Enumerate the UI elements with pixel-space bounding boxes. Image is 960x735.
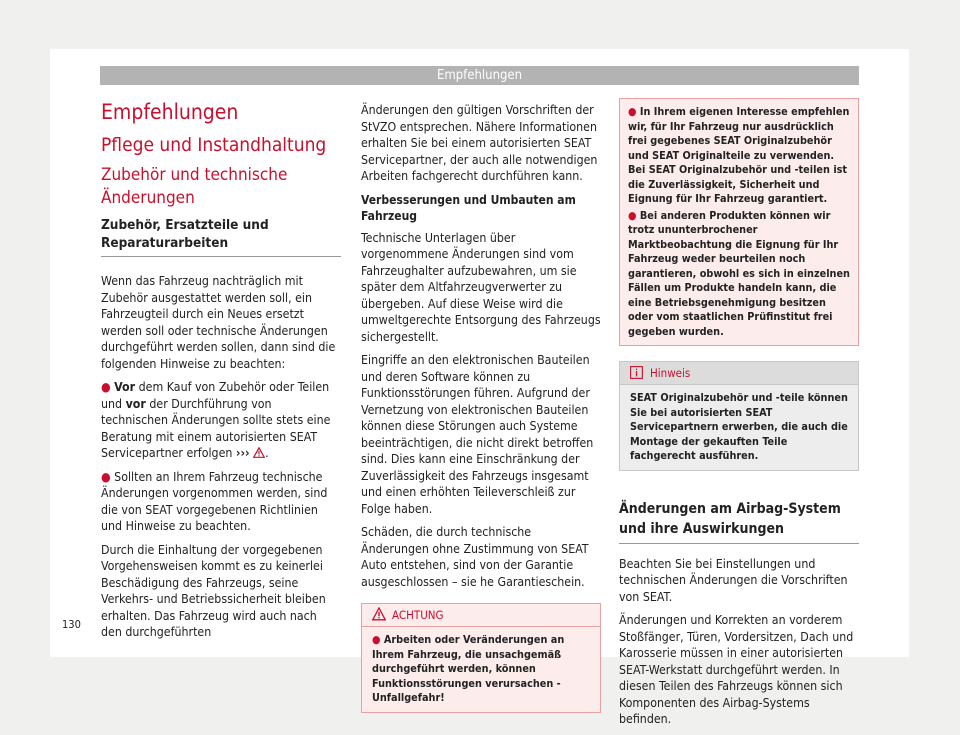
- bullet-icon: ●: [628, 208, 637, 222]
- warning-body: [362, 627, 600, 712]
- warning-triangle-icon: [253, 447, 265, 458]
- warning-text: In Ihrem eigenen Interesse empfehlen wir, für Ihr Fahrzeug nur ausdrücklich frei gegebenes SEAT Originalzubehör und SEAT Originalteile zu verwenden. Bei SEAT Originalzubehör und -teilen ist die Zuverlässigkeit, Sicherheit und Eignung für Ihr Fahrzeug garantiert.: [628, 105, 850, 205]
- subheading-verbesserungen: Verbesserungen und Umbauten am Fahrzeug: [361, 192, 576, 223]
- paragraph-einhaltung: Durch die Einhaltung der vorgegebenen Vorgehensweisen kommt es zu keinerlei Beschädigung des Fahrzeugs, seine Verkehrs- und Betriebssicherheit bleiben erhalten. Das Fahrzeug wird auch nach den durchgeführten: [101, 542, 326, 639]
- paragraph-aenderungen: Änderungen den gültigen Vorschriften der StVZO entsprechen. Nähere Informationen erhalten Sie bei einem autorisierten SEAT Servicepartner, der auch alle notwendigen Arbeiten fachgerecht durchführen kann.: [361, 103, 598, 183]
- warning-item-1: [628, 105, 850, 207]
- paragraph-unterlagen: Technische Unterlagen über vorgenommene Änderungen sind vom Fahrzeughalter aufzubewahren, um sie später dem Altfahrzeugverwerter zu übergeben. Auf diese Weise wird die umweltgerechte Entsorgung des Fahrzeugs sichergestellt.: [361, 230, 601, 344]
- heading-pflege: Pflege und Instandhaltung: [101, 134, 327, 156]
- paragraph-schaeden: Schäden, die durch technische Änderungen ohne Zustimmung von SEAT Auto entstehen, sind von der Garantie ausgeschlossen – sie he Garantieschein.: [361, 525, 589, 589]
- column-left: [101, 98, 341, 648]
- bullet-text: dem Kauf von Zubehör oder Teilen und: [101, 380, 330, 411]
- bullet-text: Sollten an Ihrem Fahrzeug technische Änderungen vorgenommen werden, sind die von SEAT vorgegebenen Richtlinien und Hinweise zu beachten.: [101, 469, 328, 533]
- warning-box: [361, 603, 601, 713]
- bold-vor: Vor: [114, 380, 136, 394]
- warning-text: Arbeiten oder Veränderungen an Ihrem Fahrzeug, die unsachgemäß durchgeführt werden, können Funktionsstörungen verursachen - Unfallgefahr!: [372, 633, 565, 704]
- paragraph-korrekten: Änderungen und Korrekten an vorderem Stoßfänger, Türen, Vordersitzen, Dach und Karosserie müssen in einer autorisierten SEAT-Werkstatt durchgeführt werden. In diesen Teilen des Fahrzeugs können sich Komponenten des Airbag-Systems befinden.: [619, 613, 854, 726]
- bullet-end: .: [265, 446, 269, 460]
- bullet-icon: ●: [628, 105, 637, 118]
- paragraph-einstellungen: Beachten Sie bei Einstellungen und technischen Änderungen die Vorschriften von SEAT.: [619, 556, 848, 604]
- bold-vor-2: vor: [125, 396, 146, 411]
- bullet-icon: ●: [101, 469, 111, 484]
- info-icon: [630, 366, 643, 379]
- warning-continuation-box: [619, 98, 859, 346]
- heading-airbag: Änderungen am Airbag-System und ihre Auswirkungen: [619, 499, 859, 544]
- header-bar: Empfehlungen: [100, 66, 859, 85]
- column-middle: [361, 102, 601, 713]
- note-box: [619, 361, 859, 471]
- note-header: [620, 362, 858, 385]
- warning-triangle-icon: [372, 607, 386, 621]
- bullet-text-2: der Durchführung von technischen Änderungen sollte stets eine Beratung mit einem autorisierten SEAT Servicepartner erfolgen: [101, 396, 331, 460]
- reference-arrows[interactable]: ›››: [235, 446, 250, 460]
- bullet-icon: ●: [101, 380, 111, 394]
- bullet-item-2: [101, 469, 341, 535]
- paragraph-eingriffe: Eingriffe an den elektronischen Bauteilen und deren Software können zu Funktionsstörungen führen. Aufgrund der Vernetzung von elektronischen Bauteilen können diese Störungen auch Systeme beeinträchtigen, die nicht direkt betroffen sind. Dies kann eine Einschränkung der Zuverlässigkeit des Fahrzeugs insgesamt und einen erhöhten Teileverschleiß zur Folge haben.: [361, 353, 594, 516]
- warning-header: [362, 604, 600, 627]
- heading-zubehoer: Zubehör und technische Änderungen: [101, 165, 288, 208]
- intro-paragraph: Wenn das Fahrzeug nachträglich mit Zubehör ausgestattet werden soll, ein Fahrzeugteil durch ein Neues ersetzt werden soll oder technische Änderungen durchgeführt werden sollen, dann sind die folgenden Hinweise zu beachten:: [101, 274, 336, 371]
- warning-title: ACHTUNG: [392, 608, 444, 622]
- heading-empfehlungen: Empfehlungen: [101, 100, 239, 124]
- warning-text: Bei anderen Produkten können wir trotz ununterbrochener Marktbeobachtung die Eignung für Ihr Fahrzeug weder beurteilen noch garantieren, obwohl es sich in einzelnen Fällen um Produkte handeln kann, die eine Betriebsgenehmigung besitzen oder vom staatlichen Prüfinstitut frei gegeben wurden.: [628, 208, 850, 338]
- bullet-icon: ●: [372, 633, 381, 646]
- page-number: 130: [62, 618, 81, 631]
- heading-ersatzteile: Zubehör, Ersatzteile und Reparaturarbeiten: [101, 216, 341, 257]
- column-right: [619, 98, 859, 735]
- warning-item-2: [628, 209, 850, 340]
- note-title: Hinweis: [650, 366, 691, 380]
- bullet-item-1: [101, 379, 341, 462]
- note-body: SEAT Originalzubehör und -teile können Sie bei autorisierten SEAT Servicepartnern erwerben, die auch die Montage der gekauften Teile fachgerecht ausführen.: [630, 391, 848, 462]
